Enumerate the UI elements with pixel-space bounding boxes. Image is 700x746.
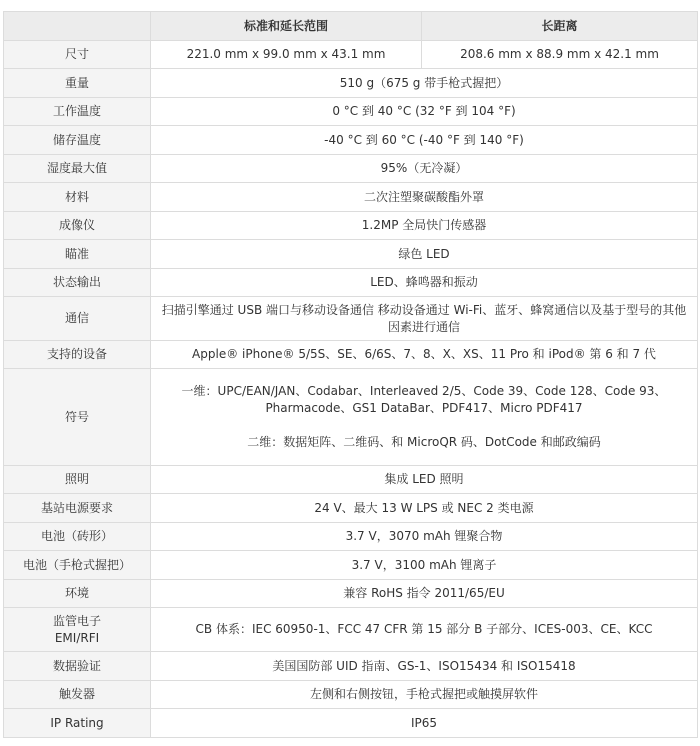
illumination-value: 集成 LED 照明 [151, 466, 698, 494]
material-value: 二次注塑聚碳酸酯外罩 [151, 183, 698, 212]
row-battery-pistol [4, 551, 698, 580]
row-material [4, 183, 698, 212]
row-label: 成像仪 [4, 212, 151, 240]
dimensions-standard: 221.0 mm x 99.0 mm x 43.1 mm [151, 41, 422, 69]
row-battery-brick [4, 523, 698, 551]
header-standard-range: 标准和延长范围 [151, 12, 422, 41]
row-label: 电池（手枪式握把） [4, 551, 151, 580]
row-label: 触发器 [4, 681, 151, 709]
row-ip-rating [4, 709, 698, 738]
header-long-range: 长距离 [422, 12, 698, 41]
row-status-output [4, 269, 698, 297]
symbologies-2d: 二维：数据矩阵、二维码、和 MicroQR 码、DotCode 和邮政编码 [247, 435, 601, 449]
operating-temp-value: 0 °C 到 40 °C (32 °F 到 104 °F) [151, 98, 698, 126]
supported-devices-value: Apple® iPhone® 5/5S、SE、6/6S、7、8、X、XS、11 Pro 和 iPod® 第 6 和 7 代 [151, 341, 698, 369]
symbologies-value [151, 369, 698, 466]
row-dimensions [4, 41, 698, 69]
row-label: 湿度最大值 [4, 155, 151, 183]
row-emi [4, 608, 698, 652]
ip-rating-value: IP65 [151, 709, 698, 738]
communication-value: 扫描引擎通过 USB 端口与移动设备通信 移动设备通过 Wi-Fi、蓝牙、蜂窝通信以及基于型号的其他因素进行通信 [151, 297, 698, 341]
row-label: 材料 [4, 183, 151, 212]
row-label: 电池（砖形） [4, 523, 151, 551]
row-symbologies [4, 369, 698, 466]
row-imager [4, 212, 698, 240]
humidity-value: 95%（无冷凝） [151, 155, 698, 183]
row-label [4, 608, 151, 652]
row-label: 环境 [4, 580, 151, 608]
row-environment [4, 580, 698, 608]
environment-value: 兼容 RoHS 指令 2011/65/EU [151, 580, 698, 608]
row-aimer [4, 240, 698, 269]
dimensions-long: 208.6 mm x 88.9 mm x 42.1 mm [422, 41, 698, 69]
emi-value: CB 体系：IEC 60950-1、FCC 47 CFR 第 15 部分 B 子部分、ICES-003、CE、KCC [151, 608, 698, 652]
imager-value: 1.2MP 全局快门传感器 [151, 212, 698, 240]
row-label: 基站电源要求 [4, 494, 151, 523]
row-storage-temp [4, 126, 698, 155]
header-corner [4, 12, 151, 41]
data-validation-value: 美国国防部 UID 指南、GS-1、ISO15434 和 ISO15418 [151, 652, 698, 681]
row-label: 工作温度 [4, 98, 151, 126]
symbologies-1d: 一维：UPC/EAN/JAN、Codabar、Interleaved 2/5、Code 39、Code 128、Code 93、Pharmacode、GS1 DataBar、PDF417、Micro PDF417 [181, 384, 667, 415]
row-base-power [4, 494, 698, 523]
row-operating-temp [4, 98, 698, 126]
row-label: IP Rating [4, 709, 151, 738]
row-label: 储存温度 [4, 126, 151, 155]
row-label: 状态输出 [4, 269, 151, 297]
row-label: 瞄准 [4, 240, 151, 269]
row-label: 支持的设备 [4, 341, 151, 369]
battery-pistol-value: 3.7 V，3100 mAh 锂离子 [151, 551, 698, 580]
row-label: 符号 [4, 369, 151, 466]
row-humidity [4, 155, 698, 183]
row-data-validation [4, 652, 698, 681]
emi-label-line2: EMI/RFI [54, 630, 100, 645]
row-label: 尺寸 [4, 41, 151, 69]
battery-brick-value: 3.7 V，3070 mAh 锂聚合物 [151, 523, 698, 551]
row-supported-devices [4, 341, 698, 369]
aimer-value: 绿色 LED [151, 240, 698, 269]
spec-table [3, 11, 698, 738]
header-row [4, 12, 698, 41]
row-illumination [4, 466, 698, 494]
row-label: 通信 [4, 297, 151, 341]
weight-value: 510 g（675 g 带手枪式握把） [151, 69, 698, 98]
row-label: 重量 [4, 69, 151, 98]
base-power-value: 24 V、最大 13 W LPS 或 NEC 2 类电源 [151, 494, 698, 523]
emi-label-line1: 监管电子 [52, 613, 101, 628]
storage-temp-value: -40 °C 到 60 °C (-40 °F 到 140 °F) [151, 126, 698, 155]
row-label: 数据验证 [4, 652, 151, 681]
row-label: 照明 [4, 466, 151, 494]
row-communication [4, 297, 698, 341]
status-output-value: LED、蜂鸣器和振动 [151, 269, 698, 297]
row-weight [4, 69, 698, 98]
row-trigger [4, 681, 698, 709]
trigger-value: 左侧和右侧按钮，手枪式握把或触摸屏软件 [151, 681, 698, 709]
